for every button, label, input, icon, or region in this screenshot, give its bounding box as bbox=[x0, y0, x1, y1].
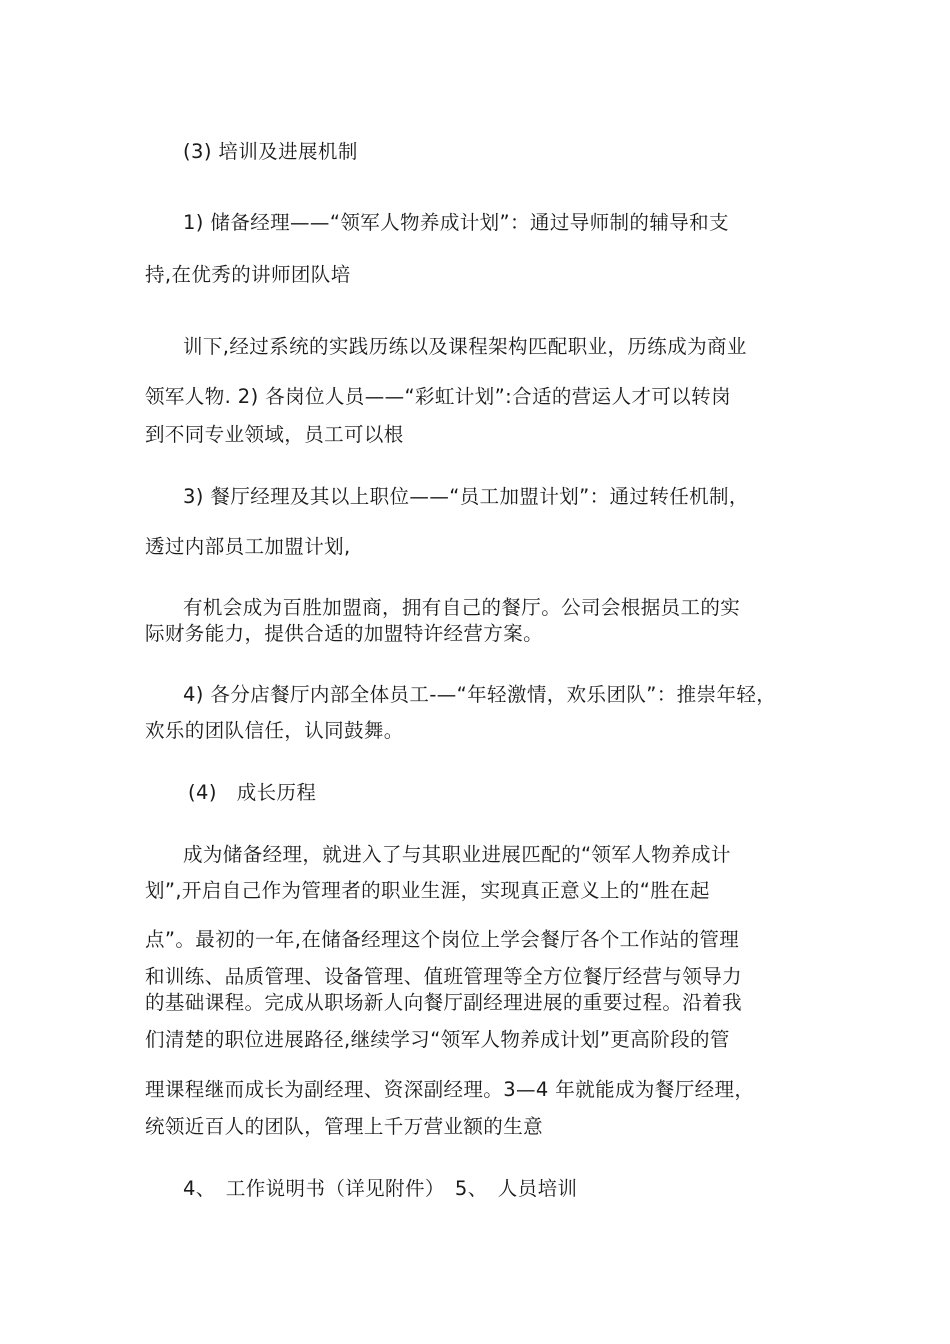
paragraph-line: 欢乐的团队信任，认同鼓舞。 bbox=[145, 719, 404, 742]
paragraph-line: 4) 各分店餐厅内部全体员工-—“年轻激情，欢乐团队”：推崇年轻， bbox=[183, 683, 777, 706]
paragraph-line: 的基础课程。完成从职场新人向餐厅副经理进展的重要过程。沿着我 bbox=[145, 991, 743, 1014]
paragraph-line: 理课程继而成长为副经理、资深副经理。3—4 年就能成为餐厅经理， bbox=[145, 1078, 755, 1101]
paragraph-line: 有机会成为百胜加盟商，拥有自己的餐厅。公司会根据员工的实 bbox=[183, 596, 741, 619]
paragraph-line: 际财务能力，提供合适的加盟特许经营方案。 bbox=[145, 622, 544, 645]
paragraph-line: 领军人物. 2) 各岗位人员——“彩虹计划”:合适的营运人才可以转岗 bbox=[145, 385, 731, 408]
paragraph-line: 划”,开启自己作为管理者的职业生涯，实现真正意义上的“胜在起 bbox=[145, 879, 710, 902]
paragraph-line: 3) 餐厅经理及其以上职位——“员工加盟计划”：通过转任机制， bbox=[183, 485, 749, 508]
paragraph-line: 点”。最初的一年,在储备经理这个岗位上学会餐厅各个工作站的管理 bbox=[145, 928, 740, 951]
paragraph-line: 持,在优秀的讲师团队培 bbox=[145, 263, 351, 286]
paragraph-line: 成为储备经理，就进入了与其职业进展匹配的“领军人物养成计 bbox=[183, 843, 731, 866]
paragraph-line: 训下,经过系统的实践历练以及课程架构匹配职业，历练成为商业 bbox=[183, 335, 747, 358]
paragraph-line: 1) 储备经理——“领军人物养成计划”：通过导师制的辅导和支 bbox=[183, 211, 729, 234]
paragraph-line: 们清楚的职位进展路径,继续学习“领军人物养成计划”更高阶段的管 bbox=[145, 1028, 730, 1051]
section-heading-4-5: 4、 工作说明书（详见附件） 5、 人员培训 bbox=[183, 1177, 578, 1200]
section-heading-4: (4) 成长历程 bbox=[188, 781, 317, 804]
paragraph-line: 透过内部员工加盟计划, bbox=[145, 535, 351, 558]
paragraph-line: 到不同专业领域，员工可以根 bbox=[145, 423, 404, 446]
section-heading-3: (3) 培训及进展机制 bbox=[183, 140, 358, 163]
paragraph-line: 和训练、品质管理、设备管理、值班管理等全方位餐厅经营与领导力 bbox=[145, 965, 743, 988]
paragraph-line: 统领近百人的团队，管理上千万营业额的生意 bbox=[145, 1115, 544, 1138]
